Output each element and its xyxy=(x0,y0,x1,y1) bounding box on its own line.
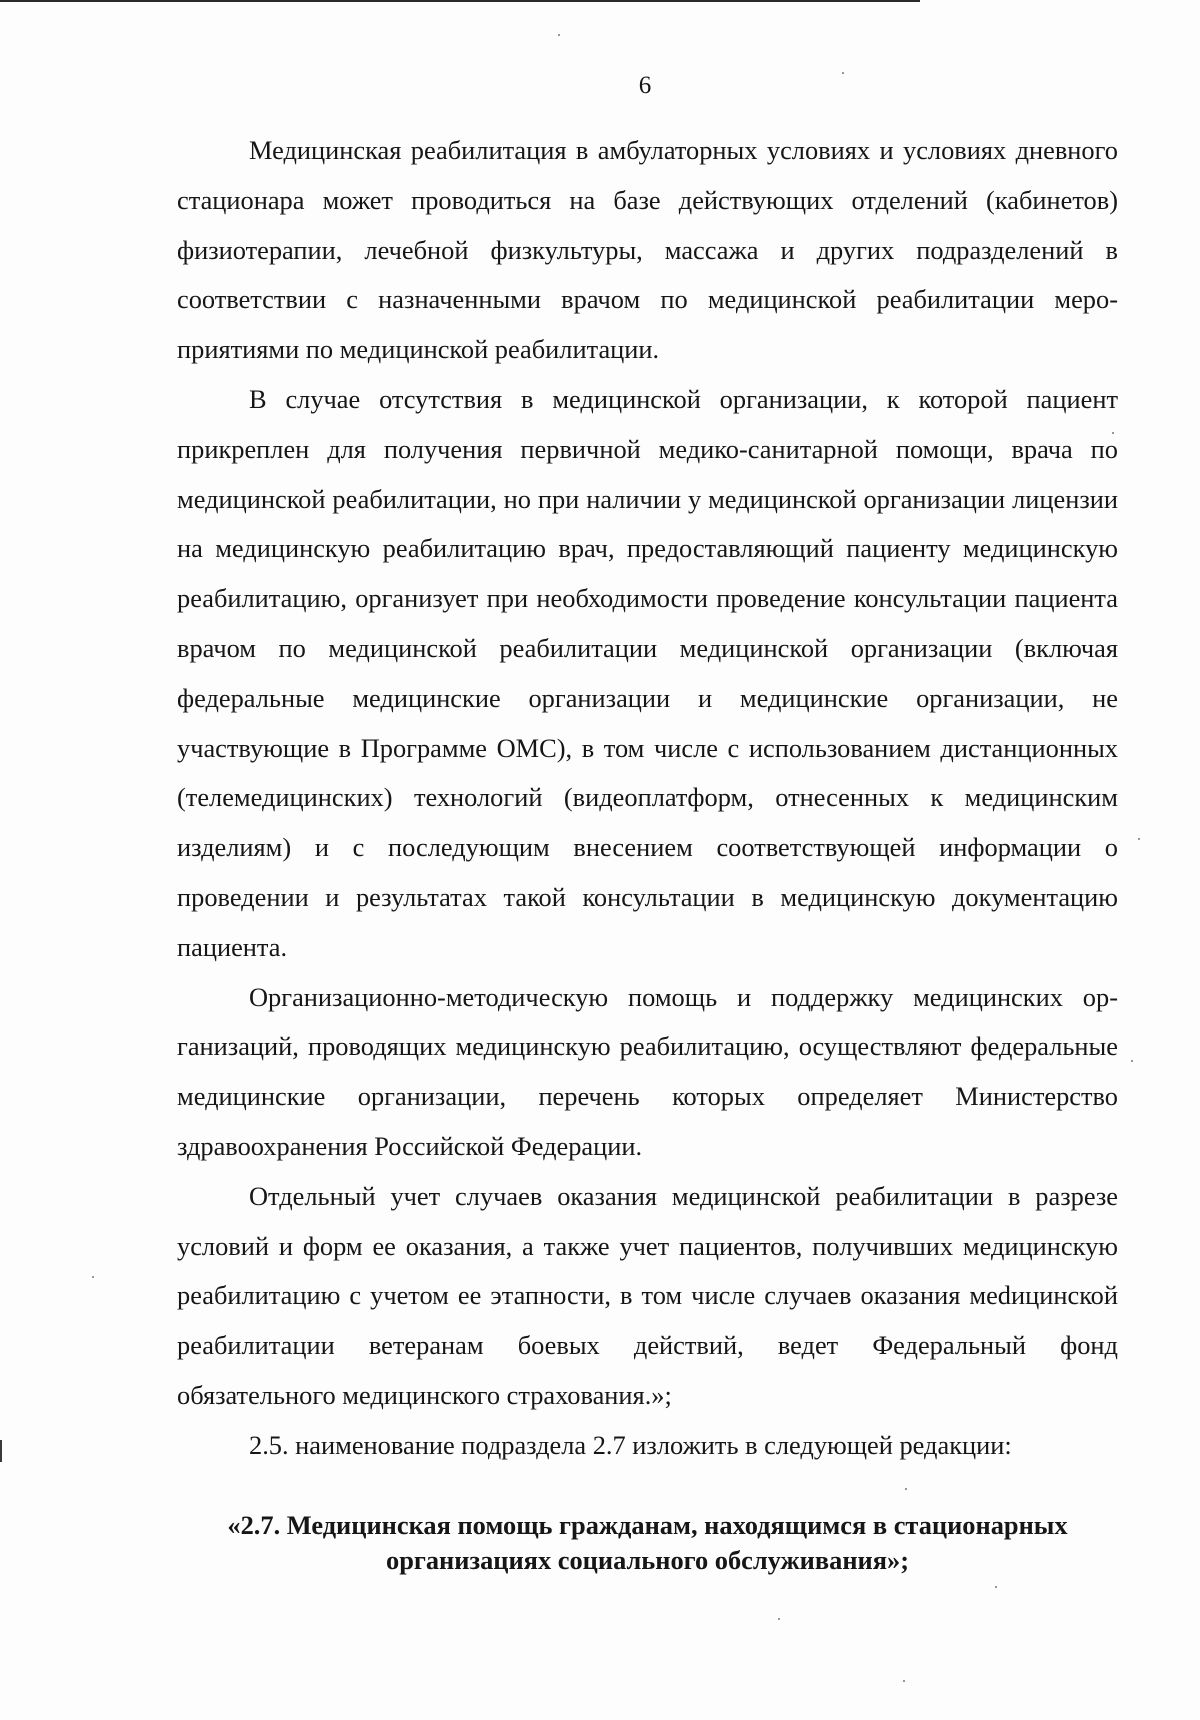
paragraph-outpatient-rehabilitation: Медицинская реабилитация в амбулаторных условиях и условиях дневного стационара может проводиться на базе действующих отделений (кабинетов) физиотерапии, лечебной физкультуры, массажа и других подразделений в соответствии с назначенными врачом по медицинской реабилитации мероприятиями по медицинской реабилитации. xyxy=(177,135,1118,365)
page-number: 6 xyxy=(638,72,652,99)
scan-speck xyxy=(558,34,560,36)
scan-speck xyxy=(1138,838,1140,840)
paragraph-methodological-support: Организационно-методическую помощь и поддержку медицинских организаций, проводящих медицинскую реабилитацию, осуществляют федеральные медицинские организации, перечень которых определяет Министерство здравоохранения Российской Федерации. xyxy=(177,981,1118,1161)
paragraph-rehabilitation-consultation: В случае отсутствия в медицинской организации, к которой пациент прикреплен для получения первичной медико-санитарной помощи, врача по медицинской реабилитации, но при наличии у медицинской организации лицензии на медицинскую реабилитацию врач, предоставляющий пациенту медицинскую реабилитацию, организует при необходимости проведение консультации пациента врачом по медицинской реабилитации медицинской организации (включая федеральные медицинские организации и медицинские организации, не участвующие в Программе ОМС), в том числе с использованием дистанционных (телемедицинских) технологий (видеоплатформ, отнесенных к медицинским изделиям) и с последующим внесением соответствующей информации о проведении и результатах такой консультации в медицинскую документацию пациента. xyxy=(177,383,1118,962)
scan-speck xyxy=(1131,1060,1133,1062)
paragraph-separate-accounting: Отдельный учет случаев оказания медицинской реабилитации в разрезе условий и форм ее оказания, а также учет пациентов, получивших медицинскую реабилитацию с учетом ее этапности, в том числе случаев оказания меdицинской реабилитации ветеранам боевых действий, ведет Федеральный фонд обязательного медицинского страхования.»; xyxy=(177,1180,1118,1410)
scan-speck xyxy=(903,1680,905,1682)
scan-speck xyxy=(905,1488,907,1490)
scan-speck xyxy=(92,1276,94,1278)
body-text xyxy=(177,126,1118,1471)
scan-speck xyxy=(842,72,844,74)
paragraph-amendment-2-5: 2.5. наименование подраздела 2.7 изложить в следующей редакции: xyxy=(249,1429,1012,1460)
section-heading-line-2: организациях социального обслуживания»; xyxy=(386,1545,909,1575)
section-heading-line-1: «2.7. Медицинская помощь гражданам, находящимся в стационарных xyxy=(227,1510,1068,1540)
scan-speck xyxy=(778,1618,780,1620)
section-heading-2-7 xyxy=(177,1508,1118,1578)
scan-speck xyxy=(1112,432,1114,434)
scan-left-edge-mark xyxy=(0,1440,2,1462)
scan-top-edge-line xyxy=(0,0,920,2)
scan-speck xyxy=(995,1586,997,1588)
